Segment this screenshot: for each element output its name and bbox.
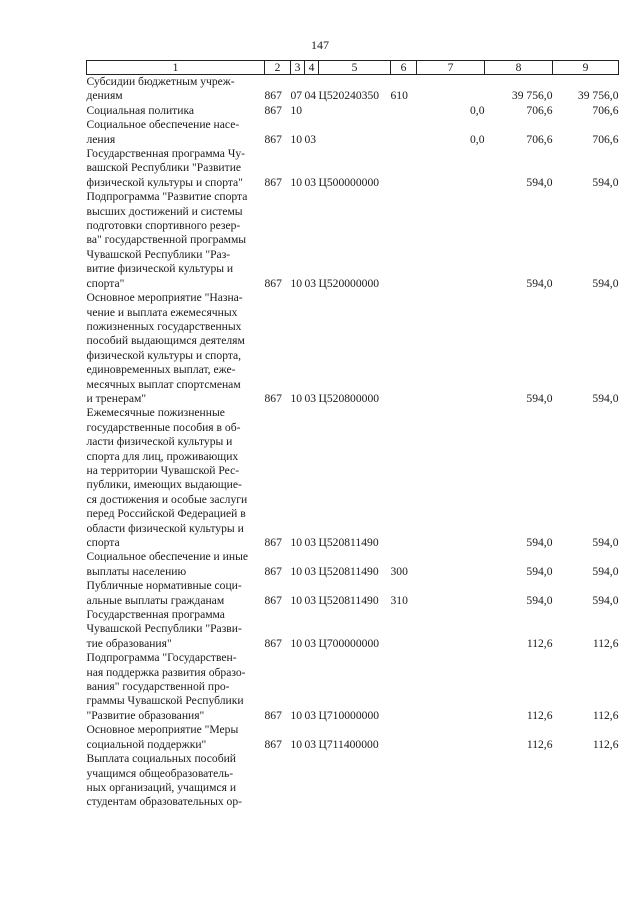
description-line: ления [86,132,116,146]
cell-amount-col9: 594,0 [592,564,619,578]
row-description [87,104,265,118]
cell-section: 10 [290,737,303,751]
description-line: месячных выплат спортсменам [86,377,241,391]
cell-section: 10 [290,103,303,117]
cell-amount-col7 [417,608,485,651]
cell-amount-col7 [417,579,485,608]
cell-amount-col8: 594,0 [526,593,553,607]
row-description [87,75,265,104]
cell-amount-col7: 0,0 [470,132,485,146]
cell-subsection: 03 [304,132,317,146]
cell-ministry-code: 867 [264,89,282,103]
cell-expense-type: 300 [390,564,408,578]
column-header: 3 [291,61,305,75]
row-description [87,147,265,190]
table-row [87,118,619,147]
cell-amount-col9: 112,6 [592,636,619,650]
cell-subsection: 03 [304,636,317,650]
row-description [87,291,265,406]
cell-amount-col7 [417,752,485,810]
cell-amount-col7 [417,190,485,291]
cell-section: 07 [290,89,303,103]
column-header: 1 [87,61,265,75]
table-row [87,75,619,104]
description-line: альные выплаты гражданам [86,593,225,607]
cell-subsection: 03 [304,564,317,578]
cell-target-article: Ц710000000 [318,708,380,722]
cell-target-article [319,118,391,147]
table-row [87,147,619,190]
cell-amount-col9: 112,6 [592,708,619,722]
column-header: 9 [553,61,619,75]
cell-subsection: 03 [304,276,317,290]
cell-ministry-code: 867 [264,391,282,405]
cell-amount-col8: 594,0 [526,536,553,549]
cell-target-article: Ц520811490 [318,536,379,549]
cell-section: 10 [290,536,303,549]
column-header: 4 [305,61,319,75]
description-line: Выплата социальных пособий [86,752,237,766]
description-line: физической культуры и спорта" [86,175,243,189]
cell-expense-type [391,190,417,291]
cell-subsection: 03 [304,708,317,722]
cell-amount-col8: 594,0 [526,276,553,290]
cell-section: 10 [290,708,303,722]
table-row [87,291,619,406]
row-description [87,406,265,550]
table-row [87,550,619,579]
row-description [87,550,265,579]
description-line: Подпрограмма "Государствен- [86,651,237,665]
cell-amount-col7 [417,550,485,579]
description-line: выплаты населению [86,564,187,578]
cell-target-article: Ц520000000 [318,276,380,290]
description-line: Государственная программа Чу- [86,147,246,161]
row-description [87,651,265,723]
description-line: Подпрограмма "Развитие спорта [86,190,248,204]
cell-expense-type [391,651,417,723]
cell-amount-col9: 594,0 [592,536,619,549]
cell-amount-col8: 594,0 [526,175,553,189]
cell-target-article: Ц500000000 [318,175,380,189]
row-description [87,118,265,147]
cell-ministry-code [265,752,291,810]
cell-amount-col9: 594,0 [592,276,619,290]
row-description [87,752,265,810]
description-line: ная поддержка развития образо- [86,665,246,679]
cell-target-article: Ц520811490 [318,593,379,607]
cell-section: 10 [290,636,303,650]
cell-ministry-code: 867 [264,276,282,290]
cell-section: 10 [290,175,303,189]
cell-amount-col8: 112,6 [526,737,553,751]
description-line: тие образования" [86,636,172,650]
cell-amount-col9: 594,0 [592,175,619,189]
description-line: ласти физической культуры и [86,435,233,449]
cell-expense-type [391,104,417,118]
column-header: 5 [319,61,391,75]
cell-target-article: Ц700000000 [318,636,380,650]
description-line: социальной поддержки" [86,737,207,751]
description-line: пособий выдающимся деятелям [86,334,245,348]
table-row [87,579,619,608]
column-header: 2 [265,61,291,75]
description-line: чение и выплата ежемесячных [86,305,238,319]
cell-section: 10 [290,391,303,405]
description-line: подготовки спортивного резер- [86,219,241,233]
cell-subsection [305,752,319,810]
cell-amount-col8: 112,6 [526,708,553,722]
description-line: Социальная политика [86,103,195,117]
table-row [87,406,619,550]
table-row [87,104,619,118]
cell-amount-col7 [417,291,485,406]
cell-amount-col9: 706,6 [592,103,619,117]
description-line: Социальное обеспечение насе- [86,118,240,132]
cell-expense-type [391,752,417,810]
cell-section: 10 [290,564,303,578]
description-line: перед Российской Федерацией в [86,507,246,521]
cell-target-article: Ц520811490 [318,564,379,578]
description-line: Чувашской Республики "Раз- [86,247,231,261]
row-description [87,579,265,608]
description-line: учащимся общеобразователь- [86,766,234,780]
description-line: области физической культуры и [86,521,244,535]
cell-ministry-code: 867 [264,737,282,751]
cell-expense-type [391,291,417,406]
table-row [87,723,619,752]
cell-target-article [319,752,391,810]
description-line: граммы Чувашской Республики [86,694,244,708]
table-row [87,190,619,291]
cell-expense-type [391,406,417,550]
cell-amount-col9: 594,0 [592,391,619,405]
cell-expense-type [391,147,417,190]
cell-amount-col8: 594,0 [526,564,553,578]
description-line: спорта" [86,276,125,290]
cell-ministry-code: 867 [264,175,282,189]
description-line: студентам образовательных ор- [86,795,243,809]
cell-subsection: 03 [304,737,317,751]
table-row [87,752,619,810]
cell-expense-type [391,608,417,651]
cell-amount-col9 [553,752,619,810]
description-line: витие физической культуры и [86,262,234,276]
cell-subsection [305,104,319,118]
column-header: 6 [391,61,417,75]
page-number: 147 [311,38,329,52]
description-line: государственные пособия в об- [86,420,241,434]
description-line: Чувашской Республики "Разви- [86,622,242,636]
cell-subsection: 03 [304,536,317,549]
cell-amount-col8: 112,6 [526,636,553,650]
column-header: 7 [417,61,485,75]
cell-subsection: 03 [304,175,317,189]
cell-amount-col9: 112,6 [592,737,619,751]
cell-amount-col8: 39 756,0 [511,89,553,103]
description-line: "Развитие образования" [86,708,205,722]
cell-section: 10 [290,593,303,607]
cell-amount-col7 [417,147,485,190]
cell-target-article: Ц711400000 [318,737,379,751]
cell-section: 10 [290,276,303,290]
cell-subsection: 03 [304,391,317,405]
cell-section [291,752,305,810]
cell-subsection: 03 [304,593,317,607]
description-line: ва" государственной программы [86,233,247,247]
cell-amount-col9: 39 756,0 [577,89,619,103]
cell-ministry-code: 867 [264,636,282,650]
cell-expense-type: 610 [390,89,408,103]
description-line: Ежемесячные пожизненные [86,406,225,420]
description-line: ных организаций, учащимся и [86,780,237,794]
description-line: высших достижений и системы [86,204,243,218]
cell-expense-type [391,118,417,147]
description-line: дениям [86,89,123,103]
description-line: ся достижения и особые заслуги [86,492,248,506]
cell-amount-col8: 594,0 [526,391,553,405]
description-line: Публичные нормативные соци- [86,579,242,593]
cell-target-article: Ц520800000 [318,391,380,405]
cell-ministry-code: 867 [264,103,282,117]
description-line: на территории Чувашской Рес- [86,463,240,477]
description-line: и тренерам" [86,391,147,405]
cell-amount-col9: 594,0 [592,593,619,607]
cell-amount-col7 [417,723,485,752]
cell-amount-col7 [417,651,485,723]
description-line: Государственная программа [86,608,225,622]
cell-expense-type: 310 [390,593,408,607]
cell-amount-col8 [485,752,553,810]
cell-amount-col7 [417,406,485,550]
description-line: вашской Республики "Развитие [86,161,242,175]
cell-ministry-code: 867 [264,536,282,549]
column-header: 8 [485,61,553,75]
description-line: спорта для лиц, проживающих [86,449,239,463]
description-line: публики, имеющих выдающие- [86,478,242,492]
description-line: физической культуры и спорта, [86,348,242,362]
cell-amount-col7 [417,75,485,104]
description-line: Основное мероприятие "Меры [86,723,239,737]
cell-target-article: Ц520240350 [318,89,380,103]
cell-amount-col7: 0,0 [470,103,485,117]
cell-target-article [319,104,391,118]
row-description [87,608,265,651]
table-header-row [87,61,619,75]
cell-ministry-code: 867 [264,564,282,578]
cell-amount-col9: 706,6 [592,132,619,146]
budget-table [86,60,619,810]
cell-section: 10 [290,132,303,146]
description-line: Субсидии бюджетным учреж- [86,75,235,88]
table-row [87,608,619,651]
cell-expense-type [391,723,417,752]
cell-subsection: 04 [304,89,317,103]
description-line: Основное мероприятие "Назна- [86,291,243,305]
row-description [87,723,265,752]
table-row [87,651,619,723]
description-line: вания" государственной про- [86,680,230,694]
table-body [87,75,619,810]
cell-ministry-code: 867 [264,708,282,722]
description-line: спорта [86,536,120,549]
cell-ministry-code: 867 [264,593,282,607]
description-line: единовременных выплат, еже- [86,363,236,377]
description-line: пожизненных государственных [86,319,242,333]
description-line: Социальное обеспечение и иные [86,550,249,564]
row-description [87,190,265,291]
cell-amount-col8: 706,6 [526,132,553,146]
cell-amount-col8: 706,6 [526,103,553,117]
cell-ministry-code: 867 [264,132,282,146]
